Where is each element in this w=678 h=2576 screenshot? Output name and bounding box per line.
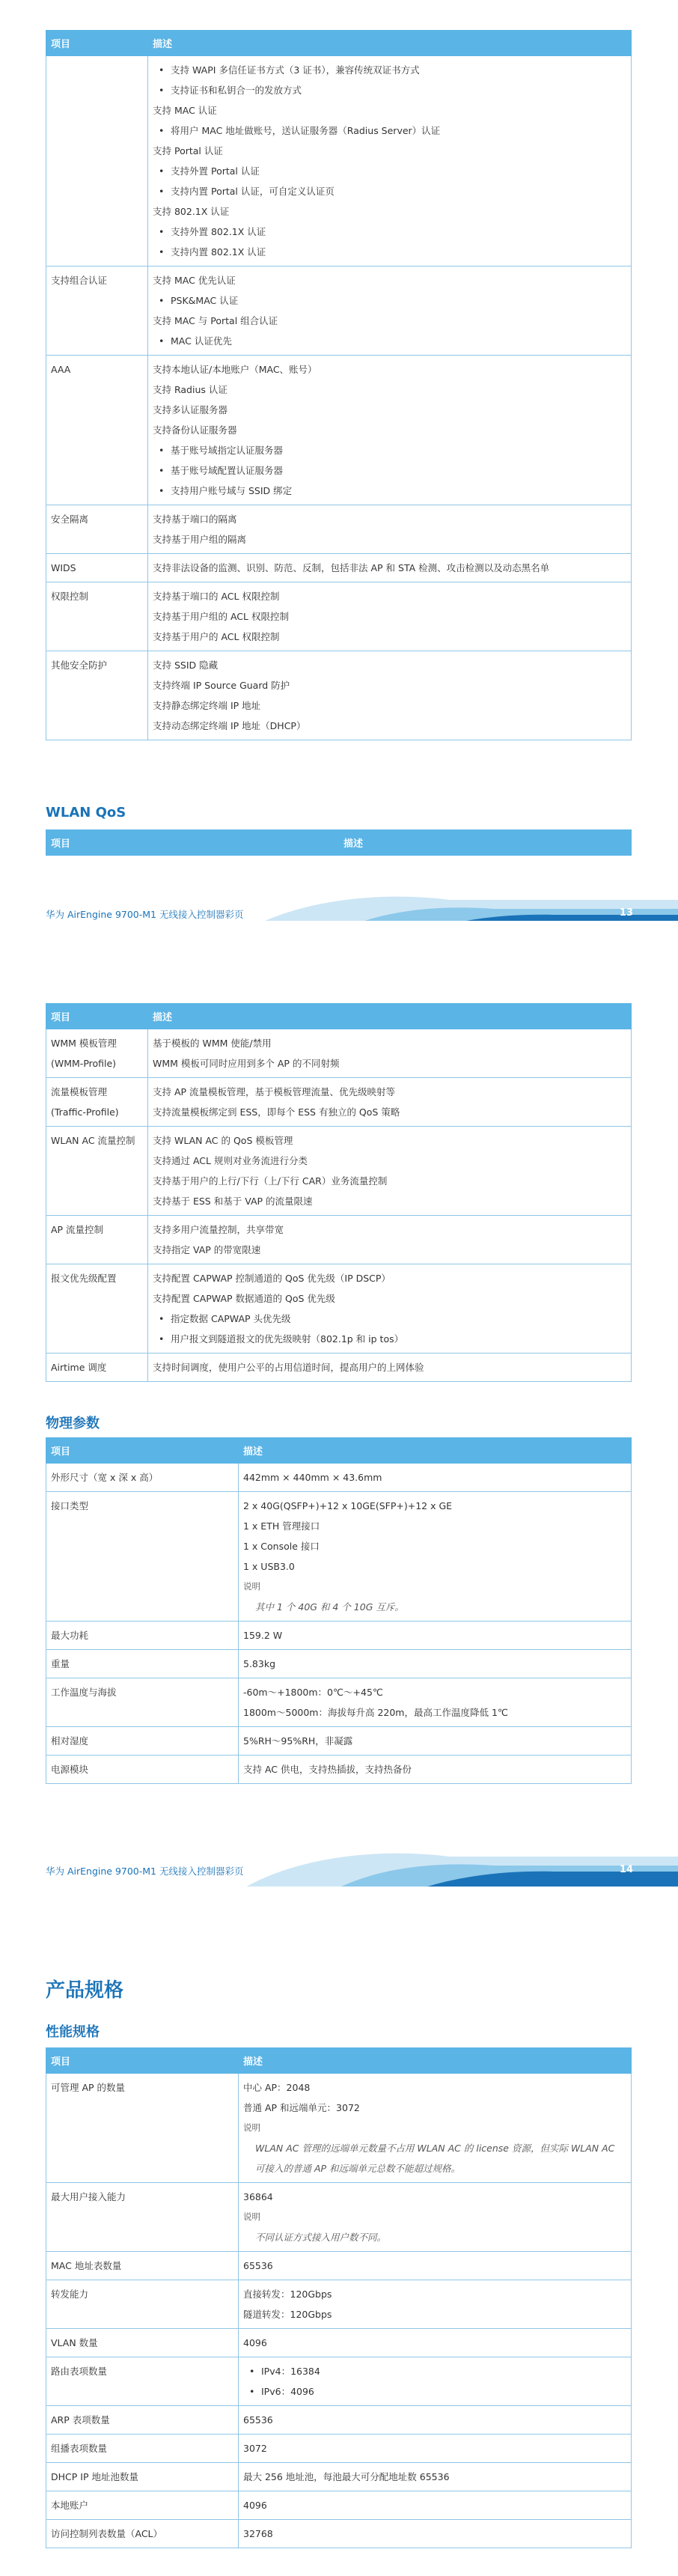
- row-desc-cell: [239, 1756, 632, 1784]
- table-row: [46, 1029, 632, 1078]
- bullet-line: • 支持外置 Portal 认证: [153, 161, 626, 181]
- desc-line: 支持基于用户组的隔离: [153, 534, 247, 545]
- note-label: 说明: [243, 2122, 260, 2133]
- row-desc-cell: [239, 1622, 632, 1650]
- table-row: [46, 1678, 632, 1727]
- table-header-item: 项目: [46, 31, 148, 56]
- table-header-item: 项目: [46, 1004, 148, 1029]
- desc-line: 支持 MAC 优先认证: [153, 275, 236, 286]
- desc-line: 1 x USB3.0: [243, 1561, 295, 1572]
- desc-line: 支持备份认证服务器: [153, 424, 237, 436]
- desc-line: 1 x Console 接口: [243, 1541, 320, 1552]
- security-spec-table: [46, 30, 632, 740]
- section-title-performance: 性能规格: [46, 2024, 100, 2040]
- table-row: [46, 1727, 632, 1756]
- row-item-cell: WMM 模板管理 (WMM-Profile): [46, 1029, 148, 1078]
- row-desc-cell: [148, 1354, 632, 1382]
- page-13: [0, 0, 678, 921]
- page-title: 产品规格: [46, 1979, 124, 2002]
- row-item-cell: 本地账户: [46, 2491, 239, 2520]
- desc-line: 支持多认证服务器: [153, 404, 228, 415]
- row-item-cell: AAA: [46, 356, 148, 505]
- bullet-line: • 支持用户账号域与 SSID 绑定: [153, 481, 626, 501]
- table-row: [46, 2329, 632, 2357]
- table-row: [46, 1622, 632, 1650]
- table-row: [46, 1492, 632, 1622]
- row-item-cell: MAC 地址表数量: [46, 2252, 239, 2280]
- row-desc-cell: [148, 56, 632, 267]
- bullet-line: • 指定数据 CAPWAP 头优先级: [153, 1309, 626, 1329]
- table-row: [46, 1264, 632, 1354]
- table-header-item: 项目: [46, 2048, 239, 2074]
- desc-line: 32768: [243, 2528, 273, 2539]
- row-desc-cell: [148, 1078, 632, 1127]
- table-row: [46, 651, 632, 740]
- note-label: 说明: [243, 1581, 260, 1592]
- table-header-desc: 描述: [239, 1438, 632, 1464]
- row-desc-cell: [239, 1492, 632, 1622]
- desc-line: 支持终端 IP Source Guard 防护: [153, 680, 290, 691]
- row-desc-cell: [239, 2252, 632, 2280]
- desc-line: 支持 MAC 与 Portal 组合认证: [153, 315, 278, 326]
- table-row: [46, 582, 632, 651]
- wlan-qos-header-table: [46, 829, 632, 856]
- row-desc-cell: [239, 2435, 632, 2463]
- desc-line: 最大 256 地址池，每池最大可分配地址数 65536: [243, 2471, 450, 2482]
- desc-line: -60m～+1800m：0℃～+45℃: [243, 1687, 383, 1698]
- wlan-qos-table: [46, 1003, 632, 1382]
- table-row: [46, 1464, 632, 1492]
- footer-text: 华为 AirEngine 9700-M1 无线接入控制器彩页: [46, 1866, 244, 1877]
- desc-line: 4096: [243, 2500, 267, 2511]
- table-row: [46, 2252, 632, 2280]
- note-label: 说明: [243, 2211, 260, 2222]
- row-item-cell: 最大用户接入能力: [46, 2183, 239, 2252]
- row-desc-cell: [239, 1678, 632, 1727]
- row-desc-cell: [239, 1727, 632, 1756]
- row-item-cell: 转发能力: [46, 2280, 239, 2329]
- desc-line: 支持 MAC 认证: [153, 105, 217, 116]
- bullet-line: • 支持证书和私钥合一的发放方式: [153, 80, 626, 100]
- table-row: [46, 2491, 632, 2520]
- table-row: [46, 2406, 632, 2435]
- desc-line: 65536: [243, 2414, 273, 2426]
- row-desc-cell: [148, 582, 632, 651]
- desc-line: 支持 AP 流量模板管理，基于模板管理流量、优先级映射等: [153, 1086, 396, 1097]
- desc-line: 支持基于端口的 ACL 权限控制: [153, 591, 280, 602]
- row-item-cell: 重量: [46, 1650, 239, 1678]
- table-row: [46, 1354, 632, 1382]
- row-item-cell: 流量模板管理 (Traffic-Profile): [46, 1078, 148, 1127]
- page-number: 13: [619, 907, 633, 919]
- desc-line: 支持流量模板绑定到 ESS，即每个 ESS 有独立的 QoS 策略: [153, 1106, 400, 1118]
- desc-line: 直接转发：120Gbps: [243, 2289, 332, 2300]
- table-row: [46, 2463, 632, 2491]
- table-header-desc: 描述: [339, 830, 632, 856]
- bullet-line: • 用户报文到隧道报文的优先级映射（802.1p 和 ip tos）: [153, 1329, 626, 1349]
- row-item-cell: ARP 表项数量: [46, 2406, 239, 2435]
- table-row: [46, 554, 632, 582]
- desc-line: 支持 SSID 隐藏: [153, 660, 219, 671]
- bullet-line: • MAC 认证优先: [153, 331, 626, 351]
- row-item-cell: AP 流量控制: [46, 1216, 148, 1264]
- table-header-desc: 描述: [148, 31, 632, 56]
- page-number: 14: [619, 1864, 633, 1875]
- row-item-cell: 路由表项数量: [46, 2357, 239, 2406]
- row-desc-cell: [148, 1216, 632, 1264]
- note-text: 不同认证方式接入用户数不同。: [255, 2232, 387, 2243]
- table-row: [46, 1127, 632, 1216]
- row-item-cell: 工作温度与海拔: [46, 1678, 239, 1727]
- desc-line: 5%RH～95%RH，非凝露: [243, 1735, 353, 1747]
- desc-line: 支持 802.1X 认证: [153, 206, 230, 217]
- table-row: [46, 2074, 632, 2183]
- desc-line: 支持静态绑定终端 IP 地址: [153, 700, 261, 711]
- row-item-cell: 其他安全防护: [46, 651, 148, 740]
- row-desc-cell: [148, 505, 632, 554]
- row-desc-cell: [148, 651, 632, 740]
- bullet-line: • 支持内置 Portal 认证，可自定义认证页: [153, 181, 626, 201]
- row-item-cell: VLAN 数量: [46, 2329, 239, 2357]
- row-item-cell: 支持组合认证: [46, 267, 148, 356]
- desc-line: 支持通过 ACL 规则对业务流进行分类: [153, 1155, 308, 1166]
- row-item-cell: 组播表项数量: [46, 2435, 239, 2463]
- table-header-desc: 描述: [239, 2048, 632, 2074]
- row-item-cell: 安全隔离: [46, 505, 148, 554]
- desc-line: 36864: [243, 2191, 273, 2202]
- page-14: [0, 921, 678, 1887]
- bullet-line: • 支持外置 802.1X 认证: [153, 222, 626, 242]
- desc-line: 支持动态绑定终端 IP 地址（DHCP）: [153, 720, 306, 731]
- performance-spec-table: [46, 2047, 632, 2548]
- footer-text: 华为 AirEngine 9700-M1 无线接入控制器彩页: [46, 909, 244, 920]
- desc-line: 支持基于 ESS 和基于 VAP 的流量限速: [153, 1196, 313, 1207]
- row-desc-cell: [148, 267, 632, 356]
- desc-line: 隧道转发：120Gbps: [243, 2309, 332, 2320]
- row-desc-cell: [239, 2329, 632, 2357]
- row-item-cell: WIDS: [46, 554, 148, 582]
- row-item-cell: 权限控制: [46, 582, 148, 651]
- note-text: 其中 1 个 40G 和 4 个 10G 互斥。: [255, 1601, 404, 1613]
- row-desc-cell: [239, 1464, 632, 1492]
- table-row: [46, 356, 632, 505]
- row-desc-cell: [239, 2280, 632, 2329]
- desc-line: 支持基于端口的隔离: [153, 514, 237, 525]
- bullet-line: • 将用户 MAC 地址做账号，送认证服务器（Radius Server）认证: [153, 121, 626, 141]
- row-desc-cell: [148, 1264, 632, 1354]
- table-row: [46, 56, 632, 267]
- desc-line: 支持本地认证/本地账户（MAC、账号）: [153, 364, 317, 375]
- row-desc-cell: [239, 2520, 632, 2548]
- desc-line: 普通 AP 和远端单元：3072: [243, 2102, 360, 2113]
- table-header-item: 项目: [46, 1438, 239, 1464]
- row-item-cell: 电源模块: [46, 1756, 239, 1784]
- desc-line: 442mm × 440mm × 43.6mm: [243, 1472, 382, 1483]
- row-desc-cell: [239, 2183, 632, 2252]
- table-row: [46, 2357, 632, 2406]
- note-text: WLAN AC 管理的远端单元数量不占用 WLAN AC 的 license 资源，但实际 WLAN AC 可接入的普通 AP 和远端单元总数不能超过规格。: [255, 2143, 615, 2174]
- bullet-line: • 基于账号域指定认证服务器: [153, 440, 626, 460]
- section-title-physical: 物理参数: [46, 1416, 100, 1431]
- physical-spec-table: [46, 1437, 632, 1784]
- table-header-desc: 描述: [148, 1004, 632, 1029]
- desc-line: 支持多用户流量控制，共享带宽: [153, 1224, 284, 1235]
- row-desc-cell: [239, 2406, 632, 2435]
- desc-line: 3072: [243, 2443, 267, 2454]
- desc-line: 5.83kg: [243, 1658, 276, 1669]
- table-row: [46, 2435, 632, 2463]
- row-item-cell: 访问控制列表数量（ACL）: [46, 2520, 239, 2548]
- desc-line: 支持 Portal 认证: [153, 145, 223, 156]
- section-title-wlan-qos: WLAN QoS: [46, 805, 126, 820]
- bullet-line: • IPv4：16384: [243, 2361, 626, 2381]
- row-desc-cell: [148, 1029, 632, 1078]
- desc-line: 支持配置 CAPWAP 控制通道的 QoS 优先级（IP DSCP）: [153, 1273, 391, 1284]
- row-item-cell: 可管理 AP 的数量: [46, 2074, 239, 2183]
- desc-line: 支持基于用户的 ACL 权限控制: [153, 631, 280, 642]
- row-desc-cell: [148, 356, 632, 505]
- row-item-cell: [46, 56, 148, 267]
- table-row: [46, 2280, 632, 2329]
- row-item-cell: WLAN AC 流量控制: [46, 1127, 148, 1216]
- desc-line: 支持时间调度，使用户公平的占用信道时间，提高用户的上网体验: [153, 1362, 424, 1373]
- desc-line: 支持基于用户组的 ACL 权限控制: [153, 611, 289, 622]
- table-row: [46, 505, 632, 554]
- desc-line: 支持 WLAN AC 的 QoS 模板管理: [153, 1135, 293, 1146]
- table-row: [46, 1756, 632, 1784]
- desc-line: 1 x ETH 管理接口: [243, 1520, 320, 1532]
- bullet-line: • 基于账号域配置认证服务器: [153, 460, 626, 481]
- row-item-cell: Airtime 调度: [46, 1354, 148, 1382]
- table-row: [46, 267, 632, 356]
- row-desc-cell: [239, 2074, 632, 2183]
- desc-line: 基于模板的 WMM 使能/禁用: [153, 1038, 272, 1049]
- row-item-cell: 相对湿度: [46, 1727, 239, 1756]
- row-desc-cell: [239, 2491, 632, 2520]
- table-row: [46, 2183, 632, 2252]
- desc-line: 4096: [243, 2337, 267, 2348]
- desc-line: 支持 Radius 认证: [153, 384, 227, 395]
- table-row: [46, 1650, 632, 1678]
- desc-line: 1800m～5000m：海拔每升高 220m，最高工作温度降低 1℃: [243, 1707, 508, 1718]
- row-item-cell: DHCP IP 地址池数量: [46, 2463, 239, 2491]
- row-desc-cell: [148, 554, 632, 582]
- row-desc-cell: [148, 1127, 632, 1216]
- desc-line: 中心 AP：2048: [243, 2082, 311, 2093]
- row-desc-cell: [239, 2357, 632, 2406]
- row-desc-cell: [239, 2463, 632, 2491]
- desc-line: 支持 AC 供电，支持热插拔，支持热备份: [243, 1764, 412, 1775]
- bullet-line: • IPv6：4096: [243, 2381, 626, 2402]
- table-row: [46, 1216, 632, 1264]
- table-row: [46, 1078, 632, 1127]
- desc-line: 支持指定 VAP 的带宽限速: [153, 1244, 261, 1255]
- product-spec-page: [0, 1887, 678, 2576]
- row-item-cell: 外形尺寸（宽 x 深 x 高）: [46, 1464, 239, 1492]
- desc-line: 159.2 W: [243, 1630, 283, 1641]
- table-row: [46, 2520, 632, 2548]
- desc-line: 65536: [243, 2260, 273, 2271]
- desc-line: 支持配置 CAPWAP 数据通道的 QoS 优先级: [153, 1293, 335, 1304]
- desc-line: WMM 模板可同时应用到多个 AP 的不同射频: [153, 1058, 340, 1069]
- desc-line: 支持基于用户的上行/下行（上/下行 CAR）业务流量控制: [153, 1175, 388, 1187]
- bullet-line: • PSK&MAC 认证: [153, 290, 626, 311]
- row-item-cell: 报文优先级配置: [46, 1264, 148, 1354]
- row-item-cell: 最大功耗: [46, 1622, 239, 1650]
- desc-line: 支持非法设备的监测、识别、防范、反制，包括非法 AP 和 STA 检测、攻击检测以及动态黑名单: [153, 562, 550, 573]
- bullet-line: • 支持 WAPI 多信任证书方式（3 证书），兼容传统双证书方式: [153, 60, 626, 80]
- row-desc-cell: [239, 1650, 632, 1678]
- table-header-item: 项目: [46, 830, 339, 856]
- bullet-line: • 支持内置 802.1X 认证: [153, 242, 626, 262]
- desc-line: 2 x 40G(QSFP+)+12 x 10GE(SFP+)+12 x GE: [243, 1500, 453, 1511]
- row-item-cell: 接口类型: [46, 1492, 239, 1622]
